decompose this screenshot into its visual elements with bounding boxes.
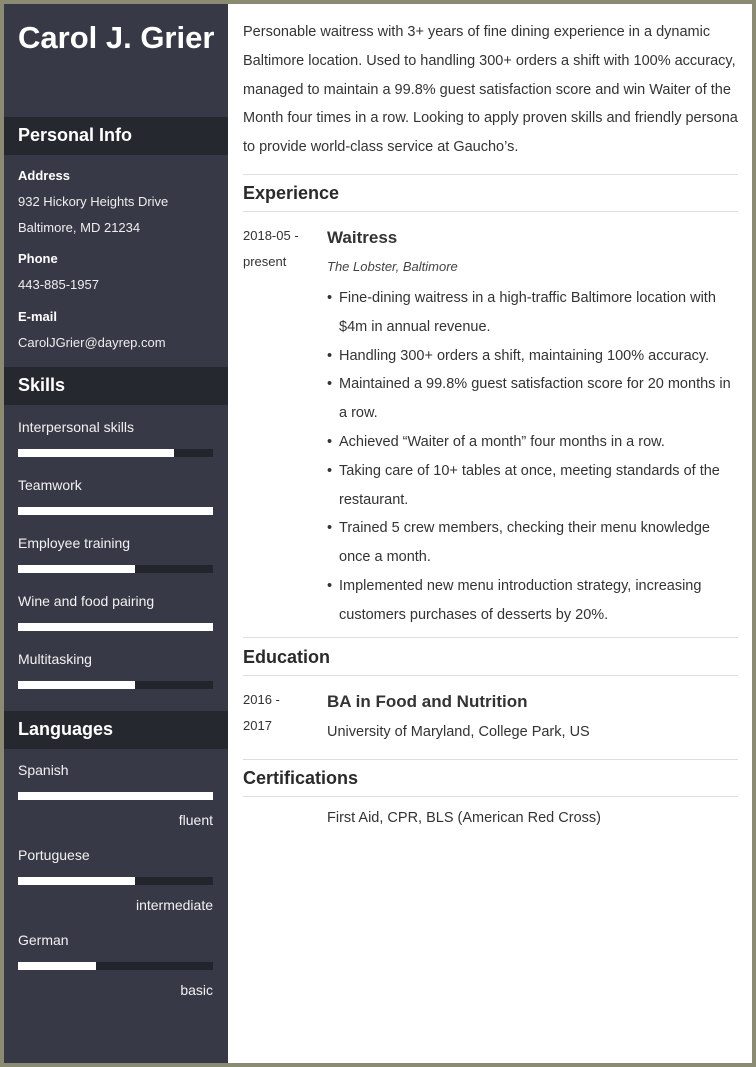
experience-date-start: 2018-05 - bbox=[243, 228, 299, 243]
language-bar bbox=[18, 877, 213, 885]
resume-page bbox=[4, 4, 752, 1063]
list-item: • Maintained a 99.8% guest satisfaction score for 20 months in a row. bbox=[327, 370, 732, 428]
address-line1: 932 Hickory Heights Drive bbox=[18, 194, 169, 209]
language-bar bbox=[18, 792, 213, 800]
skill-bar bbox=[18, 565, 213, 573]
divider bbox=[243, 759, 738, 760]
language-level: fluent bbox=[178, 812, 213, 828]
job-company: The Lobster, Baltimore bbox=[327, 259, 458, 274]
skill-bar bbox=[18, 623, 213, 631]
languages-header: Languages bbox=[4, 711, 228, 749]
skill-bar bbox=[18, 681, 213, 689]
divider bbox=[243, 796, 738, 797]
address-label: Address bbox=[18, 168, 71, 183]
language-level: intermediate bbox=[135, 897, 213, 913]
divider bbox=[243, 675, 738, 676]
skill-label: Interpersonal skills bbox=[18, 419, 134, 435]
language-label: Portuguese bbox=[18, 847, 90, 863]
experience-heading: Experience bbox=[243, 183, 340, 203]
list-item: • Handling 300+ orders a shift, maintaining 100% accuracy. bbox=[327, 342, 732, 371]
language-label: German bbox=[18, 932, 69, 948]
education-date-start: 2016 - bbox=[243, 692, 280, 707]
school: University of Maryland, College Park, US bbox=[327, 724, 590, 740]
divider bbox=[243, 211, 738, 212]
skill-label: Wine and food pairing bbox=[18, 593, 155, 609]
summary: Personable waitress with 3+ years of fine dining experience in a dynamic Baltimore location. Used to handling 300+ orders a shift with 100% accuracy, managed to maintain a 99.8% guest satisfaction score and win Waiter of the Month four times in a row. Looking to apply proven skills and friendly persona to provide world-class service at Gaucho’s. bbox=[243, 24, 738, 156]
list-item: • Trained 5 crew members, checking their menu knowledge once a month. bbox=[327, 514, 732, 572]
email-label: E-mail bbox=[18, 309, 58, 324]
phone-value: 443-885-1957 bbox=[18, 277, 99, 292]
certifications-heading: Certifications bbox=[243, 768, 359, 788]
address-line2: Baltimore, MD 21234 bbox=[18, 220, 141, 235]
degree: BA in Food and Nutrition bbox=[327, 692, 528, 711]
list-item: • Achieved “Waiter of a month” four months in a row. bbox=[327, 428, 732, 457]
skill-label: Employee training bbox=[18, 535, 131, 551]
sidebar bbox=[4, 4, 228, 1063]
email-value: CarolJGrier@dayrep.com bbox=[18, 335, 166, 350]
skills-header: Skills bbox=[4, 367, 228, 405]
language-bar bbox=[18, 962, 213, 970]
experience-bullets bbox=[327, 284, 732, 630]
education-heading: Education bbox=[243, 647, 331, 667]
divider bbox=[243, 637, 738, 638]
personal-info-header: Personal Info bbox=[4, 117, 228, 155]
education-date-end: 2017 bbox=[243, 718, 272, 733]
language-label: Spanish bbox=[18, 762, 69, 778]
skill-bar bbox=[18, 507, 213, 515]
list-item: • Implemented new menu introduction strategy, increasing customers purchases of desserts by 20%. bbox=[327, 572, 732, 630]
experience-date-end: present bbox=[243, 254, 287, 269]
candidate-name: Carol J. Grier bbox=[18, 20, 215, 55]
list-item: • Fine-dining waitress in a high-traffic Baltimore location with $4m in annual revenue. bbox=[327, 284, 732, 342]
skill-bar bbox=[18, 449, 213, 457]
skill-label: Multitasking bbox=[18, 651, 92, 667]
phone-label: Phone bbox=[18, 251, 58, 266]
certifications-text: First Aid, CPR, BLS (American Red Cross) bbox=[327, 810, 601, 826]
divider bbox=[243, 174, 738, 175]
main-content bbox=[228, 4, 752, 1063]
list-item: • Taking care of 10+ tables at once, meeting standards of the restaurant. bbox=[327, 457, 732, 515]
language-level: basic bbox=[180, 982, 213, 998]
skill-label: Teamwork bbox=[18, 477, 82, 493]
job-title: Waitress bbox=[327, 228, 398, 247]
